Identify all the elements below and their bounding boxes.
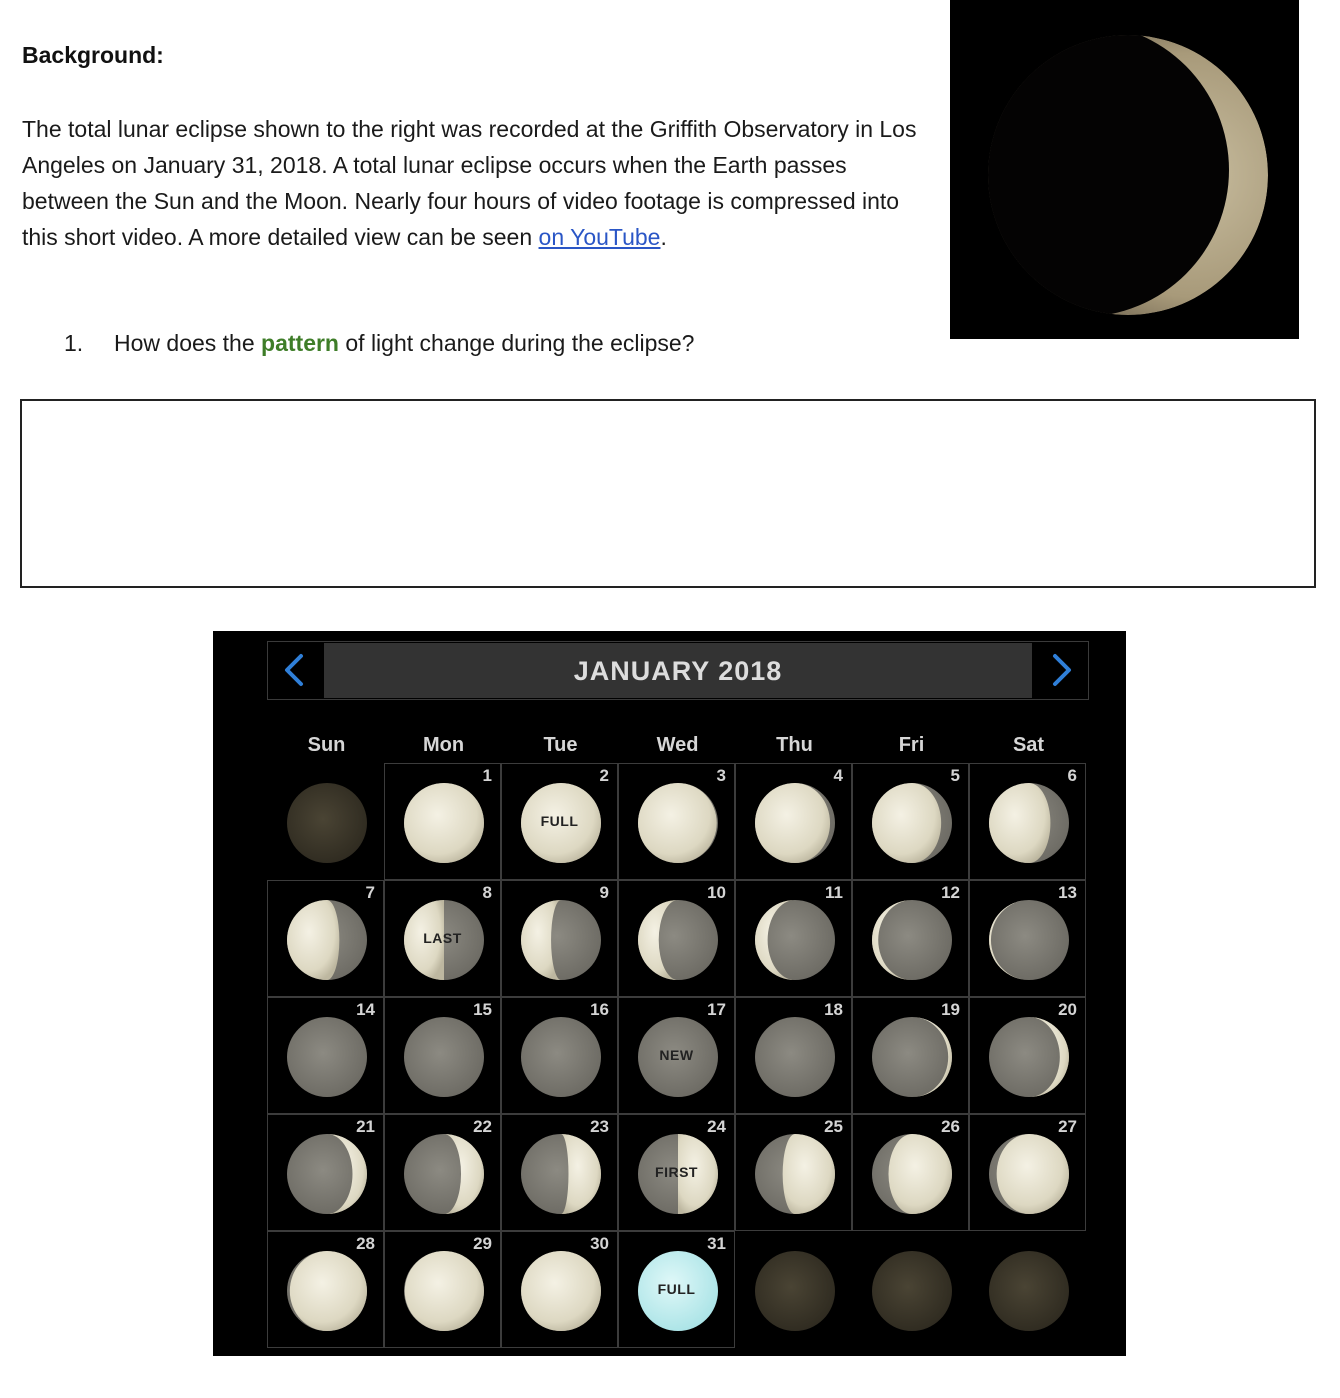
day-number: 13 — [1058, 883, 1077, 902]
calendar-day-18[interactable] — [735, 997, 852, 1114]
answer-box[interactable] — [20, 399, 1316, 588]
moon-phase-icon — [868, 896, 956, 984]
day-number: 10 — [707, 883, 726, 902]
phase-label: LAST — [423, 930, 462, 946]
calendar-day-4[interactable] — [735, 763, 852, 880]
calendar-day-1[interactable] — [384, 763, 501, 880]
moon-phase-icon — [283, 1247, 371, 1335]
youtube-link[interactable]: on YouTube — [538, 224, 661, 250]
question-number: 1. — [64, 330, 84, 356]
calendar-day-6[interactable] — [969, 763, 1086, 880]
moon-phase-icon — [400, 1013, 488, 1101]
day-number: 5 — [950, 766, 960, 785]
calendar-day-22[interactable] — [384, 1114, 501, 1231]
calendar-day-23[interactable] — [501, 1114, 618, 1231]
weekday-thu: Thu — [776, 734, 813, 756]
moon-phase-icon — [634, 779, 722, 867]
day-number: 24 — [707, 1117, 726, 1136]
calendar-header — [267, 641, 1089, 700]
chevron-left-icon — [271, 645, 319, 695]
background-heading: Background: — [22, 42, 164, 68]
calendar-day-13[interactable] — [969, 880, 1086, 997]
moon-phase-icon — [517, 1130, 605, 1218]
moon-phase-icon — [751, 896, 839, 984]
calendar-day-empty — [735, 1231, 852, 1348]
calendar-day-29[interactable] — [384, 1231, 501, 1348]
phase-label: FIRST — [655, 1164, 698, 1180]
previous-month-button[interactable] — [271, 645, 319, 695]
day-number: 9 — [599, 883, 609, 902]
moon-phase-icon — [985, 1013, 1073, 1101]
day-number: 31 — [707, 1234, 726, 1253]
calendar-day-20[interactable] — [969, 997, 1086, 1114]
next-month-button[interactable] — [1037, 645, 1085, 695]
calendar-day-empty — [969, 1231, 1086, 1348]
month-title: JANUARY 2018 — [573, 656, 783, 686]
day-number: 4 — [833, 766, 843, 785]
moon-phase-icon — [751, 1130, 839, 1218]
weekday-sat: Sat — [1012, 734, 1045, 756]
day-number: 30 — [590, 1234, 609, 1253]
calendar-day-empty — [267, 763, 384, 880]
chevron-right-icon — [1037, 645, 1085, 695]
calendar-day-11[interactable] — [735, 880, 852, 997]
moon-phase-icon — [283, 896, 371, 984]
calendar-day-21[interactable] — [267, 1114, 384, 1231]
moon-phase-icon — [868, 779, 956, 867]
day-number: 27 — [1058, 1117, 1077, 1136]
day-number: 17 — [707, 1000, 726, 1019]
moon-phase-icon — [751, 779, 839, 867]
moon-phase-icon — [868, 1013, 956, 1101]
moon-phase-icon — [517, 1247, 605, 1335]
moon-phase-icon — [283, 1013, 371, 1101]
day-number: 14 — [356, 1000, 375, 1019]
day-number: 26 — [941, 1117, 960, 1136]
day-number: 11 — [825, 883, 843, 902]
calendar-day-3[interactable] — [618, 763, 735, 880]
moon-phase-icon — [985, 779, 1073, 867]
day-number: 15 — [473, 1000, 492, 1019]
moon-phase-icon — [517, 1013, 605, 1101]
day-number: 21 — [356, 1117, 375, 1136]
day-number: 25 — [824, 1117, 843, 1136]
day-number: 7 — [365, 883, 375, 902]
question-text-after: of light change during the eclipse? — [338, 330, 695, 356]
day-number: 16 — [590, 1000, 609, 1019]
moon-phase-icon — [985, 1247, 1073, 1335]
day-number: 20 — [1058, 1000, 1077, 1019]
calendar-day-12[interactable] — [852, 880, 969, 997]
eclipse-video-frame[interactable] — [950, 0, 1299, 339]
moon-phase-icon — [868, 1130, 956, 1218]
moon-phase-icon — [985, 1130, 1073, 1218]
day-number: 19 — [941, 1000, 960, 1019]
day-number: 2 — [599, 766, 609, 785]
calendar-day-10[interactable] — [618, 880, 735, 997]
crescent-moon-image — [950, 0, 1299, 339]
question-1 — [64, 330, 694, 357]
calendar-day-26[interactable] — [852, 1114, 969, 1231]
month-title-bar — [324, 643, 1032, 698]
day-number: 29 — [473, 1234, 492, 1253]
calendar-day-16[interactable] — [501, 997, 618, 1114]
calendar-day-30[interactable] — [501, 1231, 618, 1348]
weekday-sun: Sun — [307, 734, 346, 756]
calendar-day-25[interactable] — [735, 1114, 852, 1231]
calendar-day-14[interactable] — [267, 997, 384, 1114]
moon-phase-icon — [283, 1130, 371, 1218]
question-keyword: pattern — [261, 330, 339, 356]
day-number: 8 — [482, 883, 492, 902]
phase-label: NEW — [659, 1047, 694, 1063]
moon-phase-icon — [985, 896, 1073, 984]
day-number: 18 — [824, 1000, 843, 1019]
paragraph-end: . — [660, 224, 667, 250]
calendar-day-28[interactable] — [267, 1231, 384, 1348]
moon-phase-icon — [400, 1130, 488, 1218]
day-number: 28 — [356, 1234, 375, 1253]
calendar-day-empty — [852, 1231, 969, 1348]
paragraph-text: The total lunar eclipse shown to the right was recorded at the Griffith Observatory in Los Angeles on January 31, 2018. A total lunar eclipse occurs when the Earth passes between the Sun and the Moon. Nearly four hours of video footage is compressed into this short video. A more detailed view can be seen — [22, 116, 917, 250]
weekday-fri: Fri — [898, 734, 925, 756]
background-paragraph — [22, 111, 922, 255]
weekday-tue: Tue — [543, 734, 578, 756]
calendar-day-24[interactable] — [618, 1114, 735, 1231]
calendar-day-9[interactable] — [501, 880, 618, 997]
day-number: 22 — [473, 1117, 492, 1136]
moon-phase-icon — [751, 1013, 839, 1101]
calendar-day-17[interactable] — [618, 997, 735, 1114]
moon-phase-calendar — [213, 631, 1126, 1356]
calendar-day-7[interactable] — [267, 880, 384, 997]
day-number: 23 — [590, 1117, 609, 1136]
calendar-day-31[interactable] — [618, 1231, 735, 1348]
weekday-wed: Wed — [656, 734, 699, 756]
moon-phase-icon — [283, 779, 371, 867]
day-number: 3 — [716, 766, 726, 785]
calendar-day-2[interactable] — [501, 763, 618, 880]
moon-phase-icon — [634, 896, 722, 984]
moon-phase-icon — [400, 1247, 488, 1335]
calendar-day-19[interactable] — [852, 997, 969, 1114]
day-number: 12 — [941, 883, 960, 902]
calendar-day-15[interactable] — [384, 997, 501, 1114]
day-number: 6 — [1067, 766, 1077, 785]
weekday-mon: Mon — [422, 734, 465, 756]
calendar-day-5[interactable] — [852, 763, 969, 880]
day-number: 1 — [482, 766, 492, 785]
moon-phase-icon — [868, 1247, 956, 1335]
moon-phase-icon — [517, 896, 605, 984]
calendar-day-27[interactable] — [969, 1114, 1086, 1231]
calendar-day-8[interactable] — [384, 880, 501, 997]
phase-label: FULL — [540, 813, 579, 829]
moon-phase-icon — [751, 1247, 839, 1335]
question-text-before: How does the — [114, 330, 262, 356]
moon-phase-icon — [400, 779, 488, 867]
phase-label: FULL — [657, 1281, 696, 1297]
